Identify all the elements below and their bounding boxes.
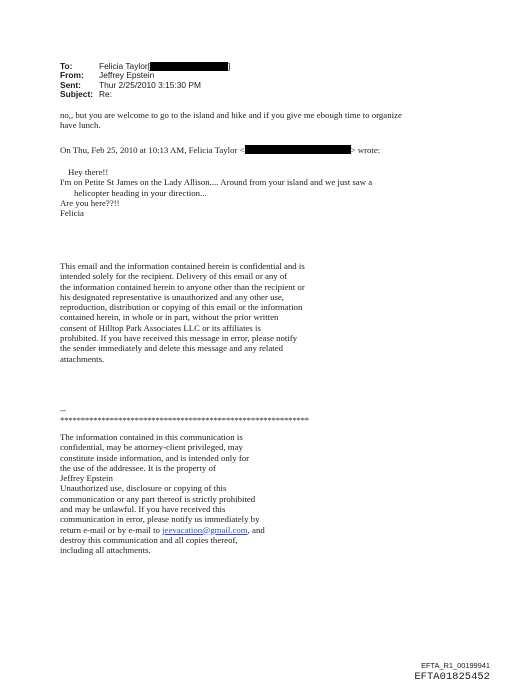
redacted-email-block: [150, 61, 231, 71]
signature-separator: [60, 405, 460, 426]
quoted-line: I'm on Petite St James on the Lady Allison.... Around from your island and we just saw a: [60, 177, 373, 188]
confidentiality-disclaimer: [60, 261, 460, 364]
separator-stars: ************************************************************: [60, 415, 309, 426]
reply-line: have lunch.: [60, 120, 101, 131]
disclaimer-line: the information contained herein to anyone other than the recipient or: [60, 281, 305, 292]
disclaimer-line: attachments.: [60, 353, 105, 364]
disclaimer-line: intended solely for the recipient. Delivery of this email or any of: [60, 271, 288, 282]
sent-label: Sent:: [60, 79, 81, 90]
bates-number: EFTA01825452: [414, 671, 490, 683]
disclaimer-line: contained herein, in whole or in part, without the prior written: [60, 312, 279, 323]
disclaimer-line: Jeffrey Epstein: [60, 473, 113, 484]
quoted-message: [60, 167, 460, 218]
disclaimer-line: The information contained in this communication is: [60, 432, 243, 442]
reply-line: no,, but you are welcome to go to the island and hike and if you give me ebough time to organize: [60, 110, 402, 120]
email-header: [60, 62, 230, 100]
disclaimer-line: confidential, may be attorney-client privileged, may: [60, 442, 243, 453]
disclaimer-line: including all attachments.: [60, 545, 151, 556]
sent-value: Thur 2/25/2010 3:15:30 PM: [99, 79, 201, 90]
attorney-disclaimer: [60, 432, 460, 556]
disclaimer-line: consent of Hilltop Park Associates LLC or its affiliates is: [60, 322, 261, 333]
email-link[interactable]: jeevacation@gmail.com: [162, 524, 248, 535]
disclaimer-line: destroy this communication and all copies thereof,: [60, 534, 238, 545]
disclaimer-line: This email and the information contained herein is confidential and is: [60, 261, 305, 271]
disclaimer-line: Unauthorized use, disclosure or copying of this: [60, 483, 227, 494]
quoted-greeting: Hey there!!: [68, 167, 109, 177]
from-label: From:: [60, 70, 84, 81]
subject-label: Subject:: [60, 89, 94, 100]
disclaimer-line: communication or any part thereof is strictly prohibited: [60, 493, 256, 504]
separator-dashes: --: [60, 405, 66, 415]
disclaimer-line: the sender immediately and delete this message and any related: [60, 343, 284, 354]
disclaimer-line: and may be unlawful. If you have received this: [60, 504, 226, 515]
quoted-signature: Felicia: [60, 208, 84, 219]
document-reference: EFTA_R1_00199941: [421, 661, 490, 670]
to-label: To:: [60, 61, 73, 71]
subject-row: [60, 90, 230, 99]
reply-body: [60, 110, 460, 131]
redacted-email-block: [245, 145, 351, 154]
disclaimer-line: his designated representative is unauthorized and any other use,: [60, 291, 285, 302]
disclaimer-line: constitute inside information, and is intended only for: [60, 452, 250, 463]
to-tail: ]: [228, 61, 231, 71]
quote-intro-prefix: On Thu, Feb 25, 2010 at 10:13 AM, Felicia Taylor <: [60, 145, 245, 155]
disclaimer-line: reproduction, distribution or copying of this email or the information: [60, 302, 303, 313]
disclaimer-line: the use of the addressee. It is the property of: [60, 462, 216, 473]
disclaimer-line: prohibited. If you have received this message in error, please notify: [60, 333, 298, 344]
subject-value: Re:: [99, 89, 113, 100]
quote-intro: [60, 145, 460, 155]
disclaimer-email-line: return e-mail or by e-mail to jeevacation@gmail.com, and: [60, 524, 265, 535]
disclaimer-line: communication in error, please notify us immediately by: [60, 514, 260, 525]
from-value: Jeffrey Epstein: [99, 70, 155, 81]
quoted-line: helicopter heading in your direction...: [74, 187, 207, 198]
quote-intro-suffix: > wrote:: [350, 145, 381, 155]
quoted-line: Are you here??!!: [60, 197, 120, 208]
to-value: Felicia Taylor[: [99, 61, 151, 71]
